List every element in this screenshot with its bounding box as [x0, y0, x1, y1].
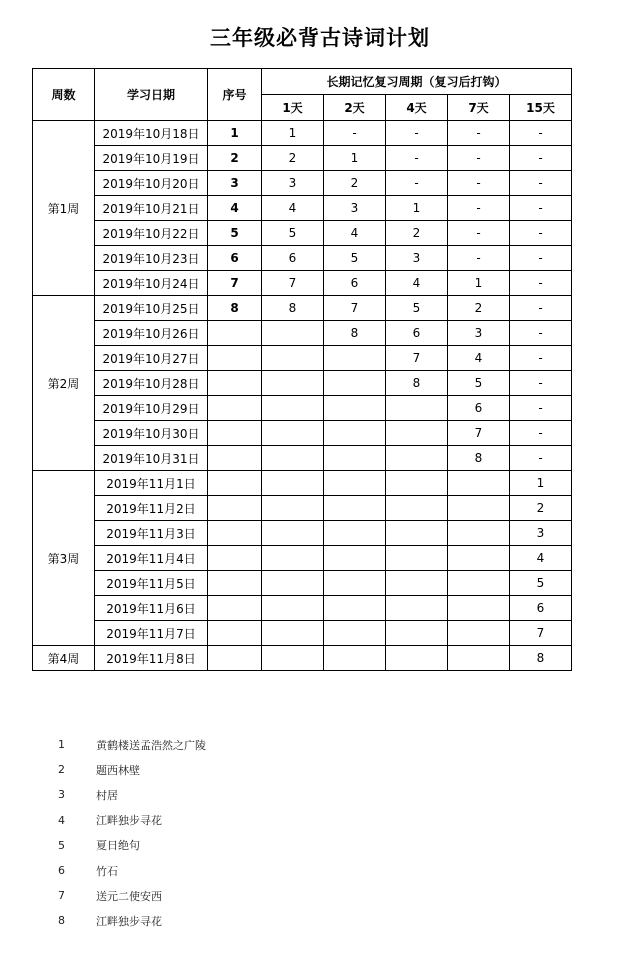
sequence-number — [208, 621, 262, 646]
study-date: 2019年11月2日 — [95, 496, 208, 521]
review-cell-d2 — [324, 571, 386, 596]
study-date: 2019年11月6日 — [95, 596, 208, 621]
sequence-number — [208, 496, 262, 521]
review-cell-d4: 3 — [386, 246, 448, 271]
study-date: 2019年10月28日 — [95, 371, 208, 396]
review-cell-d2 — [324, 596, 386, 621]
study-date: 2019年11月5日 — [95, 571, 208, 596]
poem-list-item — [58, 782, 206, 807]
sequence-number — [208, 446, 262, 471]
review-cell-d2: - — [324, 121, 386, 146]
poem-title: 送元二使安西 — [96, 889, 162, 903]
review-cell-d15: 7 — [510, 621, 572, 646]
sequence-number: 5 — [208, 221, 262, 246]
review-cell-d1 — [262, 496, 324, 521]
review-cell-d1 — [262, 471, 324, 496]
review-cell-d1: 6 — [262, 246, 324, 271]
review-cell-d2 — [324, 621, 386, 646]
review-cell-d15: - — [510, 246, 572, 271]
header-interval-15: 15天 — [510, 95, 572, 121]
table-row — [33, 146, 572, 171]
review-cell-d2 — [324, 371, 386, 396]
review-cell-d1 — [262, 596, 324, 621]
review-cell-d7: 2 — [448, 296, 510, 321]
header-date: 学习日期 — [95, 69, 208, 121]
review-cell-d2 — [324, 546, 386, 571]
review-cell-d7 — [448, 521, 510, 546]
poem-title: 夏日绝句 — [96, 839, 140, 853]
review-cell-d1: 2 — [262, 146, 324, 171]
sequence-number — [208, 371, 262, 396]
review-cell-d7 — [448, 596, 510, 621]
sequence-number: 8 — [208, 296, 262, 321]
study-date: 2019年10月27日 — [95, 346, 208, 371]
review-cell-d1: 4 — [262, 196, 324, 221]
review-cell-d4: - — [386, 146, 448, 171]
review-cell-d7: 7 — [448, 421, 510, 446]
review-cell-d2 — [324, 446, 386, 471]
table-row — [33, 171, 572, 196]
review-cell-d4: - — [386, 121, 448, 146]
review-cell-d1: 1 — [262, 121, 324, 146]
study-date: 2019年10月19日 — [95, 146, 208, 171]
review-cell-d4 — [386, 496, 448, 521]
review-cell-d15: - — [510, 346, 572, 371]
review-cell-d7 — [448, 496, 510, 521]
sequence-number: 4 — [208, 196, 262, 221]
review-cell-d4: 1 — [386, 196, 448, 221]
poem-list-item — [58, 808, 206, 833]
week-label: 第1周 — [33, 121, 95, 296]
review-cell-d2 — [324, 471, 386, 496]
sequence-number — [208, 646, 262, 671]
poem-list-item — [58, 757, 206, 782]
poem-number: 3 — [58, 788, 65, 802]
page-title: 三年级必背古诗词计划 — [210, 25, 430, 50]
sequence-number: 3 — [208, 171, 262, 196]
review-cell-d1 — [262, 346, 324, 371]
review-cell-d7: - — [448, 196, 510, 221]
review-cell-d4 — [386, 396, 448, 421]
table-row — [33, 546, 572, 571]
poem-list-item — [58, 732, 206, 757]
poem-list-item — [58, 883, 206, 908]
table-row — [33, 346, 572, 371]
review-cell-d7: - — [448, 146, 510, 171]
sequence-number — [208, 346, 262, 371]
review-cell-d1 — [262, 546, 324, 571]
poem-number: 7 — [58, 889, 65, 903]
review-cell-d2 — [324, 421, 386, 446]
review-cell-d4 — [386, 596, 448, 621]
plan-body — [33, 121, 572, 671]
poem-title: 江畔独步寻花 — [96, 814, 162, 828]
review-cell-d15: - — [510, 171, 572, 196]
study-date: 2019年10月25日 — [95, 296, 208, 321]
sequence-number: 2 — [208, 146, 262, 171]
review-cell-d1: 7 — [262, 271, 324, 296]
poem-title: 竹石 — [96, 864, 118, 878]
review-cell-d4 — [386, 546, 448, 571]
review-cell-d7: - — [448, 246, 510, 271]
study-date: 2019年11月8日 — [95, 646, 208, 671]
review-cell-d1 — [262, 321, 324, 346]
review-cell-d4 — [386, 446, 448, 471]
study-date: 2019年10月21日 — [95, 196, 208, 221]
review-cell-d4 — [386, 571, 448, 596]
review-cell-d1 — [262, 421, 324, 446]
review-cell-d4: - — [386, 171, 448, 196]
table-row — [33, 396, 572, 421]
header-review-cycle: 长期记忆复习周期（复习后打钩） — [262, 69, 572, 95]
poem-number: 2 — [58, 763, 65, 777]
review-cell-d2 — [324, 521, 386, 546]
review-cell-d2 — [324, 396, 386, 421]
study-date: 2019年11月7日 — [95, 621, 208, 646]
review-cell-d4: 2 — [386, 221, 448, 246]
review-cell-d15: - — [510, 296, 572, 321]
review-cell-d1 — [262, 521, 324, 546]
review-cell-d4 — [386, 621, 448, 646]
header-seq: 序号 — [208, 69, 262, 121]
review-cell-d4 — [386, 471, 448, 496]
poem-list-item — [58, 833, 206, 858]
review-cell-d4: 8 — [386, 371, 448, 396]
review-cell-d7 — [448, 571, 510, 596]
poem-title: 黄鹤楼送孟浩然之广陵 — [96, 738, 206, 752]
review-cell-d15: - — [510, 396, 572, 421]
study-date: 2019年11月4日 — [95, 546, 208, 571]
study-date: 2019年11月1日 — [95, 471, 208, 496]
week-label: 第3周 — [33, 471, 95, 646]
sequence-number — [208, 396, 262, 421]
review-cell-d4: 5 — [386, 296, 448, 321]
review-cell-d15: - — [510, 271, 572, 296]
review-cell-d15: - — [510, 121, 572, 146]
sequence-number — [208, 546, 262, 571]
table-row — [33, 446, 572, 471]
sequence-number: 6 — [208, 246, 262, 271]
review-cell-d15: - — [510, 221, 572, 246]
header-interval-2: 2天 — [324, 95, 386, 121]
review-cell-d2: 1 — [324, 146, 386, 171]
review-cell-d7: 5 — [448, 371, 510, 396]
review-cell-d15: - — [510, 146, 572, 171]
review-cell-d2: 8 — [324, 321, 386, 346]
review-cell-d2 — [324, 346, 386, 371]
review-cell-d1: 8 — [262, 296, 324, 321]
review-cell-d4 — [386, 646, 448, 671]
study-date: 2019年10月24日 — [95, 271, 208, 296]
poem-number: 1 — [58, 738, 65, 752]
table-row — [33, 646, 572, 671]
review-cell-d15: 6 — [510, 596, 572, 621]
review-cell-d7: 8 — [448, 446, 510, 471]
poem-number: 8 — [58, 914, 65, 928]
review-cell-d4: 7 — [386, 346, 448, 371]
table-row — [33, 371, 572, 396]
header-interval-7: 7天 — [448, 95, 510, 121]
review-cell-d2 — [324, 496, 386, 521]
sequence-number — [208, 571, 262, 596]
header-interval-4: 4天 — [386, 95, 448, 121]
review-cell-d7: 4 — [448, 346, 510, 371]
table-row — [33, 521, 572, 546]
review-cell-d7 — [448, 546, 510, 571]
review-cell-d15: 5 — [510, 571, 572, 596]
review-cell-d2 — [324, 646, 386, 671]
review-cell-d15: 8 — [510, 646, 572, 671]
study-date: 2019年10月29日 — [95, 396, 208, 421]
sequence-number — [208, 421, 262, 446]
review-cell-d7 — [448, 621, 510, 646]
table-row — [33, 471, 572, 496]
review-cell-d1 — [262, 446, 324, 471]
study-date: 2019年10月30日 — [95, 421, 208, 446]
review-cell-d2: 4 — [324, 221, 386, 246]
header-interval-1: 1天 — [262, 95, 324, 121]
review-cell-d1 — [262, 621, 324, 646]
review-cell-d15: 1 — [510, 471, 572, 496]
table-row — [33, 196, 572, 221]
review-cell-d7: - — [448, 171, 510, 196]
review-cell-d7: 6 — [448, 396, 510, 421]
sequence-number — [208, 596, 262, 621]
table-row — [33, 321, 572, 346]
review-cell-d15: - — [510, 321, 572, 346]
review-cell-d15: 4 — [510, 546, 572, 571]
review-cell-d1 — [262, 571, 324, 596]
review-cell-d7: 1 — [448, 271, 510, 296]
header-week: 周数 — [33, 69, 95, 121]
review-cell-d2: 2 — [324, 171, 386, 196]
review-cell-d15: - — [510, 446, 572, 471]
table-row — [33, 571, 572, 596]
review-cell-d15: - — [510, 421, 572, 446]
review-cell-d7: - — [448, 221, 510, 246]
review-cell-d7 — [448, 471, 510, 496]
review-cell-d1 — [262, 371, 324, 396]
review-cell-d1 — [262, 646, 324, 671]
poem-list-item — [58, 858, 206, 883]
sequence-number: 1 — [208, 121, 262, 146]
review-cell-d2: 3 — [324, 196, 386, 221]
week-label: 第2周 — [33, 296, 95, 471]
poem-legend — [58, 732, 206, 934]
review-cell-d15: 3 — [510, 521, 572, 546]
study-date: 2019年10月23日 — [95, 246, 208, 271]
review-cell-d1: 5 — [262, 221, 324, 246]
week-label: 第4周 — [33, 646, 95, 671]
study-date: 2019年10月26日 — [95, 321, 208, 346]
review-cell-d2: 6 — [324, 271, 386, 296]
table-row — [33, 496, 572, 521]
review-cell-d4 — [386, 421, 448, 446]
table-row — [33, 296, 572, 321]
table-row — [33, 271, 572, 296]
table-row — [33, 421, 572, 446]
study-date: 2019年10月20日 — [95, 171, 208, 196]
review-cell-d15: - — [510, 196, 572, 221]
review-cell-d15: 2 — [510, 496, 572, 521]
table-row — [33, 221, 572, 246]
study-date: 2019年10月22日 — [95, 221, 208, 246]
review-cell-d1 — [262, 396, 324, 421]
review-cell-d1: 3 — [262, 171, 324, 196]
review-cell-d2: 5 — [324, 246, 386, 271]
review-cell-d4 — [386, 521, 448, 546]
sequence-number — [208, 321, 262, 346]
review-cell-d7 — [448, 646, 510, 671]
table-row — [33, 121, 572, 146]
table-row — [33, 596, 572, 621]
sequence-number — [208, 521, 262, 546]
review-cell-d7: - — [448, 121, 510, 146]
poem-title: 江畔独步寻花 — [96, 914, 162, 928]
table-row — [33, 246, 572, 271]
table-row — [33, 621, 572, 646]
review-cell-d4: 4 — [386, 271, 448, 296]
review-cell-d2: 7 — [324, 296, 386, 321]
poem-number: 5 — [58, 838, 65, 852]
poem-title: 村居 — [96, 788, 118, 802]
sequence-number — [208, 471, 262, 496]
review-cell-d4: 6 — [386, 321, 448, 346]
poem-number: 4 — [58, 813, 65, 827]
study-date: 2019年10月18日 — [95, 121, 208, 146]
poem-title: 题西林壁 — [96, 763, 140, 777]
study-date: 2019年10月31日 — [95, 446, 208, 471]
review-cell-d15: - — [510, 371, 572, 396]
sequence-number: 7 — [208, 271, 262, 296]
study-date: 2019年11月3日 — [95, 521, 208, 546]
study-plan-table — [32, 68, 572, 671]
poem-number: 6 — [58, 864, 65, 878]
review-cell-d7: 3 — [448, 321, 510, 346]
poem-list-item — [58, 908, 206, 933]
